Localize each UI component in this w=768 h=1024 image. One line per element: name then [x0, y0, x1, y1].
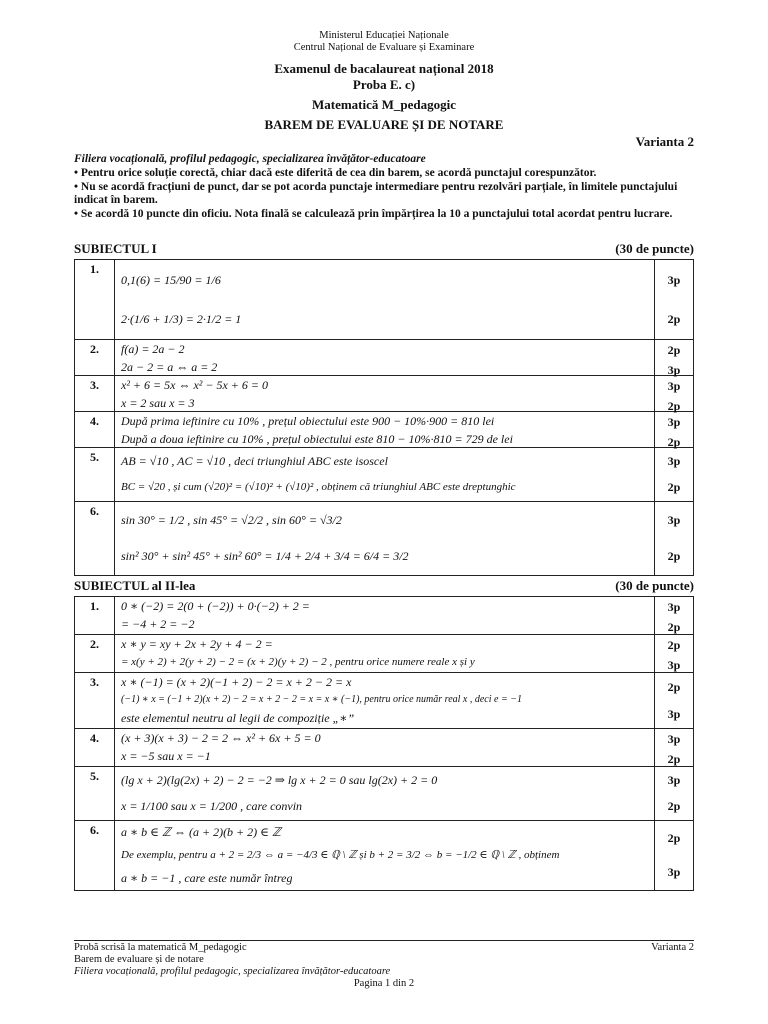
solution-cell [115, 767, 655, 821]
solution-line: x = 1/100 sau x = 1/200 , care convin [121, 799, 303, 813]
item-number: 4. [75, 729, 115, 767]
points-value: 2p [667, 799, 681, 813]
solution-cell [115, 376, 655, 412]
solution-line: AB = √10 , AC = √10 , deci triunghiul ABC este isoscel [121, 454, 388, 468]
solution-line: sin² 30° + sin² 45° + sin² 60° = 1/4 + 2/4 + 3/4 = 6/4 = 3/2 [121, 549, 409, 563]
ministry-name: Ministerul Educației Naționale [319, 30, 449, 41]
item-number: 5. [75, 767, 115, 821]
points-cell [655, 597, 694, 635]
solution-line: = x(y + 2) + 2(y + 2) − 2 = (x + 2)(y + 2) − 2 , pentru orice numere reale x și y [121, 656, 475, 668]
center-name: Centrul Național de Evaluare și Examinare [293, 42, 475, 53]
points-cell [655, 821, 694, 891]
item-number: 1. [75, 597, 115, 635]
page-footer [74, 940, 694, 990]
solution-line: 2·(1/6 + 1/3) = 2·1/2 = 1 [121, 311, 242, 326]
subject-2-title: SUBIECTUL al II-lea [74, 578, 196, 593]
solution-line: BC = √20 , și cum (√20)² = (√10)² + (√10)² , obținem că triunghiul ABC este dreptunghic [121, 481, 516, 493]
subject-2-heading [74, 578, 694, 594]
points-cell [655, 376, 694, 412]
solution-cell [115, 502, 655, 576]
barem-title: BAREM DE EVALUARE ȘI DE NOTARE [264, 117, 504, 132]
points-cell [655, 260, 694, 340]
subject-1-points: (30 de puncte) [615, 241, 694, 256]
solution-line: De exemplu, pentru a + 2 = 2/3 ⇔ a = −4/3 ∈ ℚ \ ℤ și b + 2 = 3/2 ⇔ b = −1/2 ∈ ℚ \ ℤ , obținem [121, 848, 560, 861]
subject-2-table [74, 596, 694, 891]
barem-row [75, 412, 694, 448]
points-value: 2p [667, 831, 681, 845]
solution-line: (lg x + 2)(lg(2x) + 2) − 2 = −2 ⇒ lg x + 2 = 0 sau lg(2x) + 2 = 0 [121, 773, 438, 787]
solution-cell [115, 260, 655, 340]
solution-cell [115, 412, 655, 448]
solution-line: a ∗ b = −1 , care este număr întreg [121, 870, 293, 885]
points-value: 3p [667, 513, 681, 527]
points-value: 3p [667, 379, 681, 393]
subject-1-title: SUBIECTUL I [74, 241, 157, 256]
subject-2-points: (30 de puncte) [615, 578, 694, 593]
points-value: 2p [667, 399, 681, 413]
solution-line: 0 ∗ (−2) = 2(0 + (−2)) + 0·(−2) + 2 = [121, 599, 310, 613]
barem-row [75, 821, 694, 891]
solution-cell [115, 821, 655, 891]
barem-row [75, 376, 694, 412]
barem-row [75, 729, 694, 767]
proba-title: Proba E. c) [352, 77, 416, 92]
points-value: 2p [667, 435, 681, 449]
points-cell [655, 448, 694, 502]
item-number: 6. [75, 502, 115, 576]
points-cell [655, 729, 694, 767]
solution-line: După a doua ieftinire cu 10% , prețul obiectului este 810 − 10%·810 = 729 de lei [121, 432, 513, 446]
rule-3: • Se acordă 10 puncte din oficiu. Nota finală se calculează prin împărțirea la 10 a punctajului total acordat pentru lucrare. [74, 208, 673, 220]
solution-line: este elementul neutru al legii de compoziție „∗” [121, 711, 355, 725]
points-cell [655, 767, 694, 821]
solution-cell [115, 597, 655, 635]
points-value: 3p [667, 363, 681, 377]
solution-line: x = −5 sau x = −1 [121, 749, 211, 763]
rule-1: • Pentru orice soluție corectă, chiar dacă este diferită de cea din barem, se acordă punctajul corespunzător. [74, 167, 597, 179]
footer-line-1: Probă scrisă la matematică M_pedagogic [74, 942, 247, 953]
points-value: 3p [667, 415, 681, 429]
points-value: 2p [667, 549, 681, 563]
solution-line: a ∗ b ∈ ℤ ⇔ (a + 2)(b + 2) ∈ ℤ [121, 825, 281, 840]
points-value: 2p [667, 480, 681, 494]
variant-label: Varianta 2 [635, 134, 694, 149]
points-value: 3p [667, 706, 681, 721]
solution-cell [115, 729, 655, 767]
subject-1-heading [74, 241, 694, 257]
solution-line: f(a) = 2a − 2 [121, 342, 185, 356]
footer-line-3: Filiera vocațională, profilul pedagogic, specializarea învățător-educatoare [74, 966, 391, 977]
solution-cell [115, 673, 655, 729]
points-cell [655, 340, 694, 376]
barem-row [75, 597, 694, 635]
solution-line: x² + 6 = 5x ⇔ x² − 5x + 6 = 0 [121, 378, 268, 392]
solution-line: x ∗ (−1) = (x + 2)(−1 + 2) − 2 = x + 2 − 2 = x [121, 675, 352, 689]
subject-1-table [74, 259, 694, 576]
points-value: 2p [667, 620, 681, 634]
solution-line: sin 30° = 1/2 , sin 45° = √2/2 , sin 60° = √3/2 [121, 513, 342, 527]
points-value: 3p [667, 773, 681, 787]
exam-title-block [0, 61, 768, 133]
points-value: 3p [667, 600, 681, 614]
barem-row [75, 635, 694, 673]
points-value: 2p [667, 343, 681, 357]
solution-line: 2a − 2 = a ⇔ a = 2 [121, 360, 218, 374]
points-value: 2p [667, 679, 681, 694]
solution-cell [115, 635, 655, 673]
points-cell [655, 502, 694, 576]
solution-cell [115, 448, 655, 502]
solution-line: x = 2 sau x = 3 [121, 396, 195, 410]
item-number: 2. [75, 635, 115, 673]
points-value: 2p [667, 311, 681, 326]
ministry-header [0, 30, 768, 54]
barem-row [75, 767, 694, 821]
exam-title: Examenul de bacalaureat național 2018 [274, 61, 494, 76]
rule-2: • Nu se acordă fracțiuni de punct, dar se pot acorda punctaje intermediare pentru rezolvări parțiale, în limitele punctajului indicat în barem. [74, 181, 678, 206]
solution-line: (x + 3)(x + 3) − 2 = 2 ⇔ x² + 6x + 5 = 0 [121, 731, 321, 745]
item-number: 3. [75, 376, 115, 412]
points-value: 3p [667, 272, 681, 287]
item-number: 3. [75, 673, 115, 729]
footer-variant: Varianta 2 [651, 942, 694, 953]
points-cell [655, 412, 694, 448]
solution-cell [115, 340, 655, 376]
barem-row [75, 260, 694, 340]
solution-line: = −4 + 2 = −2 [121, 617, 195, 631]
solution-line: După prima ieftinire cu 10% , prețul obiectului este 900 − 10%·900 = 810 lei [121, 414, 495, 428]
barem-row [75, 502, 694, 576]
barem-row [75, 340, 694, 376]
barem-row [75, 448, 694, 502]
points-value: 2p [667, 752, 681, 766]
solution-line: (−1) ∗ x = (−1 + 2)(x + 2) − 2 = x + 2 − 2 = x = x ∗ (−1), pentru orice număr real x , deci e = −1 [121, 694, 522, 705]
barem-row [75, 673, 694, 729]
subject-title: Matematică M_pedagogic [311, 97, 457, 112]
item-number: 6. [75, 821, 115, 891]
footer-line-2: Barem de evaluare și de notare [74, 954, 204, 965]
points-value: 3p [667, 658, 681, 672]
solution-line: 0,1(6) = 15/90 = 1/6 [121, 272, 221, 287]
item-number: 2. [75, 340, 115, 376]
points-value: 3p [667, 732, 681, 746]
instructions [74, 153, 694, 222]
filiera-line: Filiera vocațională, profilul pedagogic, specializarea învățător-educatoare [74, 153, 426, 165]
item-number: 5. [75, 448, 115, 502]
points-value: 3p [667, 454, 681, 468]
solution-line: x ∗ y = xy + 2x + 2y + 4 − 2 = [121, 637, 273, 651]
points-value: 2p [667, 638, 681, 652]
points-cell [655, 673, 694, 729]
points-value: 3p [667, 865, 681, 879]
item-number: 4. [75, 412, 115, 448]
points-cell [655, 635, 694, 673]
footer-page-number: Pagina 1 din 2 [353, 978, 415, 989]
item-number: 1. [75, 260, 115, 340]
